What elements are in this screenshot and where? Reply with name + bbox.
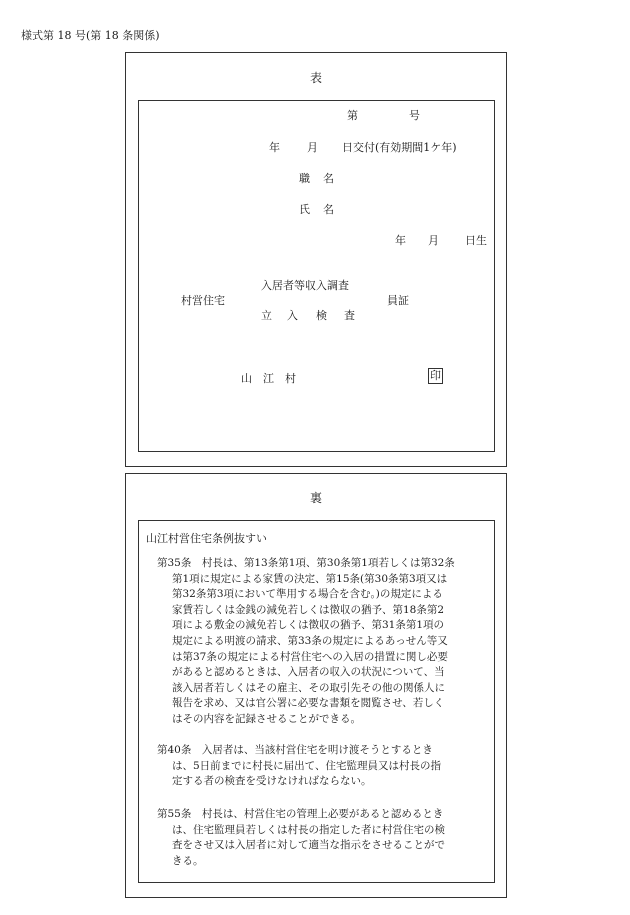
- article-line: 項による敷金の減免若しくは徴収の猶予、第31条第1項の: [172, 619, 445, 632]
- article-line: は第37条の規定による村営住宅への入居の措置に関し必要: [172, 650, 448, 663]
- article-line: 規定による明渡の請求、第33条の規定によるあっせん等又: [172, 634, 448, 647]
- article-line: 第35条 村長は、第13条第1項、第30条第1項若しくは第32条: [157, 557, 455, 569]
- cert-inspection-c1: 立: [261, 309, 272, 322]
- article-line: 第55条 村長は、村営住宅の管理上必要があると認めるとき: [157, 808, 444, 820]
- back-title: 裏: [309, 491, 322, 505]
- excerpt-heading: 山江村営住宅条例抜すい: [146, 532, 267, 545]
- article-line: があると認めるときは、入居者の収入の状況について、当: [172, 666, 445, 679]
- article-line: 査をさせ又は入居者に対して適当な指示をさせることがで: [172, 839, 445, 852]
- ordinance-excerpt-box: [138, 520, 495, 883]
- birth-year: 年: [395, 234, 406, 247]
- cert-inspection-c4: 査: [344, 309, 355, 322]
- form-number-label: 様式第 18 号(第 18 条関係): [21, 29, 160, 42]
- article-line: 第32条第3項において準用する場合を含む。)の規定による: [172, 588, 443, 601]
- article-line: 報告を求め、又は官公署に必要な書類を閲覧させ、若しく: [172, 697, 445, 710]
- cert-inspection-c3: 検: [316, 309, 327, 322]
- birth-day: 日生: [465, 234, 487, 247]
- article-line: は、住宅監理員若しくは村長の指定した者に村営住宅の検: [172, 823, 445, 836]
- article-line: 家賃若しくは金銭の減免若しくは徴収の猶予、第18条第2: [172, 603, 445, 616]
- number-dai: 第: [347, 109, 358, 122]
- certificate-card: [138, 100, 495, 452]
- back-panel: [125, 473, 507, 898]
- name-c2: 名: [323, 203, 334, 216]
- article-line: 定する者の検査を受けなければならない。: [172, 775, 372, 788]
- article-line: きる。: [172, 854, 204, 867]
- birth-month: 月: [428, 234, 439, 247]
- issue-year: 年: [269, 141, 280, 154]
- article-line: 第40条 入居者は、当該村営住宅を明け渡そうとするとき: [157, 744, 433, 756]
- name-c1: 氏: [299, 203, 310, 216]
- job-title-c2: 名: [323, 172, 334, 185]
- issuer-c2: 江: [263, 372, 274, 385]
- cert-village-housing: 村営住宅: [181, 294, 225, 307]
- issue-validity: 日交付(有効期間1ケ年): [342, 141, 457, 154]
- article-line: 該入居者若しくはその雇主、その取引先その他の関係人に: [172, 681, 445, 694]
- cert-type-top: 入居者等収入調査: [261, 279, 349, 292]
- front-panel: [125, 52, 507, 467]
- issuer-c1: 山: [241, 372, 252, 385]
- article-line: は、5日前までに村長に届出て、住宅監理員又は村長の指: [172, 759, 441, 772]
- issuer-c3: 村: [285, 372, 296, 385]
- cert-suffix: 員証: [387, 294, 409, 307]
- article-line: 第1項に規定による家賃の決定、第15条(第30条第3項又は: [172, 572, 448, 585]
- article-55: [157, 807, 487, 869]
- article-line: はその内容を記録させることができる。: [172, 712, 361, 725]
- seal-mark: 印: [430, 369, 441, 382]
- front-title: 表: [309, 71, 322, 85]
- article-35: [157, 556, 487, 728]
- issue-month: 月: [307, 141, 318, 154]
- cert-inspection-c2: 入: [287, 309, 298, 322]
- number-gou: 号: [409, 109, 420, 122]
- job-title-c1: 職: [299, 172, 310, 185]
- article-40: [157, 743, 487, 790]
